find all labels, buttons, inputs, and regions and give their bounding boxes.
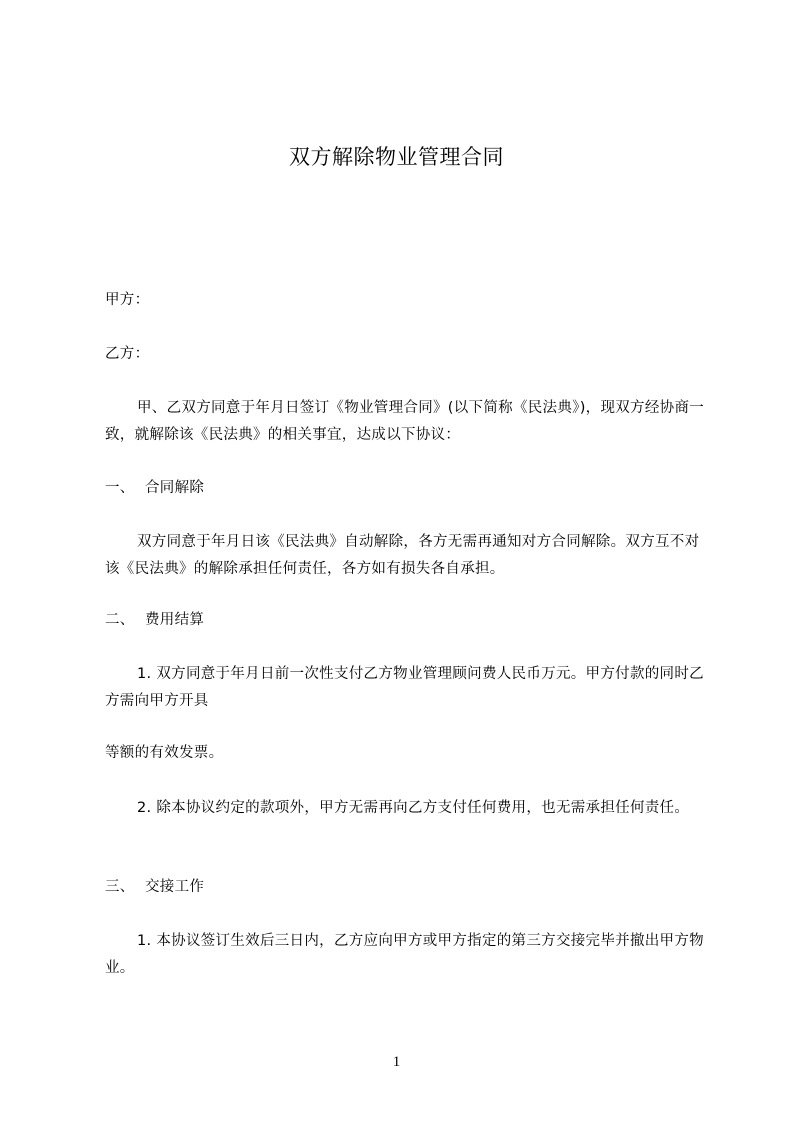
section-2-number: 二、 — [105, 612, 135, 628]
party-a-label: 甲方： — [105, 292, 150, 308]
section-3-number: 三、 — [105, 879, 135, 895]
section-3-title: 交接工作 — [145, 879, 205, 895]
party-b-label: 乙方： — [105, 346, 150, 362]
section-2-heading — [105, 607, 711, 634]
section-1-title: 合同解除 — [145, 480, 205, 496]
section-1-body: 双方同意于年月日该《民法典》自动解除，各方无需再通知对方合同解除。双方互不对该《民法典》的解除承担任何责任，各方如有损失各自承担。 — [105, 534, 700, 577]
section-2-item-1: 1. 双方同意于年月日前一次性支付乙方物业管理顾问费人民币万元。甲方付款的同时乙方需向甲方开具 — [105, 666, 704, 709]
section-3-heading — [105, 874, 711, 901]
section-1-number: 一、 — [105, 480, 135, 496]
intro-paragraph: 甲、乙双方同意于年月日签订《物业管理合同》(以下简称《民法典》)，现双方经协商一致，就解除该《民法典》的相关事宜，达成以下协议： — [105, 400, 705, 443]
section-2-title: 费用结算 — [145, 612, 205, 628]
section-3-item-1: 1. 本协议签订生效后三日内，乙方应向甲方或甲方指定的第三方交接完毕并撤出甲方物业。 — [105, 933, 704, 976]
document-title: 双方解除物业管理合同 — [289, 145, 504, 169]
page-number: 1 — [392, 1054, 401, 1070]
section-2-item-1-continued: 等额的有效发票。 — [105, 745, 224, 761]
section-1-heading — [105, 475, 711, 502]
section-2-item-2: 2. 除本协议约定的款项外，甲方无需再向乙方支付任何费用，也无需承担任何责任。 — [137, 800, 690, 816]
